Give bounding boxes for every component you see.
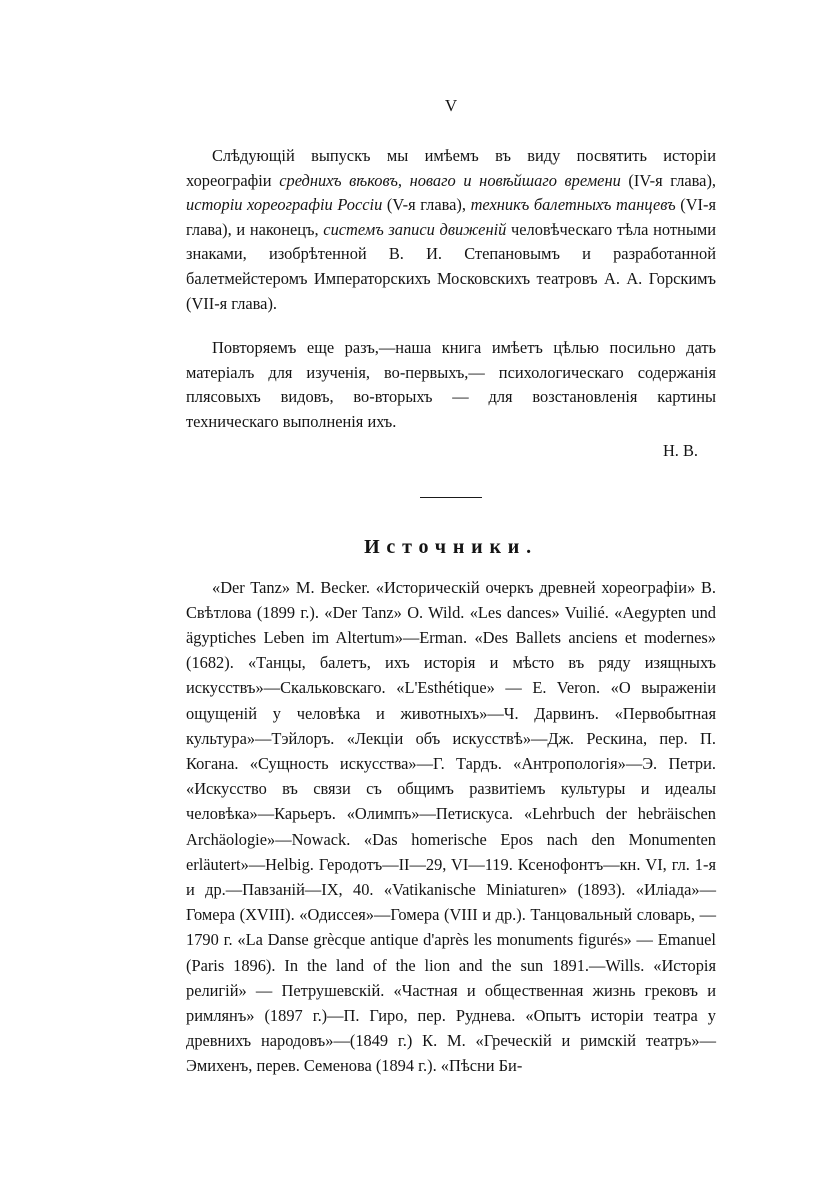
intro-p1-text-3: (V-я глава), <box>382 195 471 215</box>
page-number: V <box>444 96 458 115</box>
sources-section <box>186 575 716 1079</box>
intro-p1-italic-3: техникъ балетныхъ танцевъ <box>470 195 676 215</box>
intro-p1-text-2: (IV-я глава), <box>620 170 717 190</box>
author-initials: Н. В. <box>662 440 698 460</box>
intro-paragraph-2: Повторяемъ еще разъ,—наша книга имѣетъ цѣлью посильно дать матеріалъ для изученія, во-первыхъ,— психологическаго содержанія плясовыхъ видовъ, во-вторыхъ — для возстановленія картины техническаго выполненія ихъ. <box>186 338 716 431</box>
intro-p1-italic-4: системъ записи движеній <box>323 219 507 239</box>
intro-p1-text-5: человѣческаго тѣла нотными знаками, изобрѣтенной В. И. Степановымъ и разработанной балетмейстеромъ Императорскихъ Московскихъ театровъ А. А. Горскимъ (VII-я глава). <box>186 219 716 313</box>
sources-heading: Источники. <box>364 535 538 558</box>
intro-p1-text-4: (VI-я глава), и наконецъ, <box>186 195 717 239</box>
section-divider <box>420 497 482 498</box>
intro-p1-italic-2: исторіи хореографіи Россіи <box>186 195 383 215</box>
sources-list: «Der Tanz» M. Becker. «Историческій очеркъ древней хореографіи» В. Свѣтлова (1899 г.). «Der Tanz» O. Wild. «Les dances» Vuilié. «Aegypten und ägyptiches Leben im Altertum»—Erman. «Des Ballets anciens et modernes» (1682). «Танцы, балетъ, ихъ исторія и мѣсто въ ряду изящныхъ искусствъ»—Скальковскаго. «L'Esthétique» — E. Veron. «О выраженіи ощущеній у человѣка и животныхъ»—Ч. Дарвинъ. «Первобытная культура»—Тэйлоръ. «Лекціи объ искусствѣ»—Дж. Рескина, пер. П. Когана. «Сущность искусства»—Г. Тардъ. «Антропологія»—Э. Петри. «Искусство въ связи съ общимъ развитіемъ культуры и идеалы человѣка»—Карьеръ. «Олимпъ»—Петискуса. «Lehrbuch der hebräischen Archäologie»—Nowack. «Das homerische Epos nach den Monumenten erläutert»—Helbig. Геродотъ—II—29, VI—119. Ксенофонтъ—кн. VI, гл. 1-я и др.—Павзаній—IX, 40. «Vatikanische Miniaturen» (1893). «Иліада»—Гомера (XVIII). «Одиссея»—Гомера (VIII и др.). Танцовальный словарь, — 1790 г. «La Danse grècque antique d'après les monuments figurés» — Emanuel (Paris 1896). In the land of the lion and the sun 1891.—Wills. «Исторія религій» — Петрушевскій. «Частная и общественная жизнь грековъ и римлянъ» (1897 г.)—П. Гиро, пер. Руднева. «Опытъ исторіи театра у древнихъ народовъ»—(1849 г.) К. М. «Греческій и римскій театръ»—Эмихенъ, перев. Семенова (1894 г.). «Пѣсни Би- <box>186 577 716 1076</box>
intro-p1-text-1: Слѣдующій выпускъ мы имѣемъ въ виду посвятить исторіи хореографіи <box>186 146 716 190</box>
intro-paragraph-1 <box>186 144 716 316</box>
page-content <box>186 96 716 1079</box>
intro-p1-italic-1: среднихъ вѣковъ, новаго и новѣйшаго времени <box>279 170 621 190</box>
